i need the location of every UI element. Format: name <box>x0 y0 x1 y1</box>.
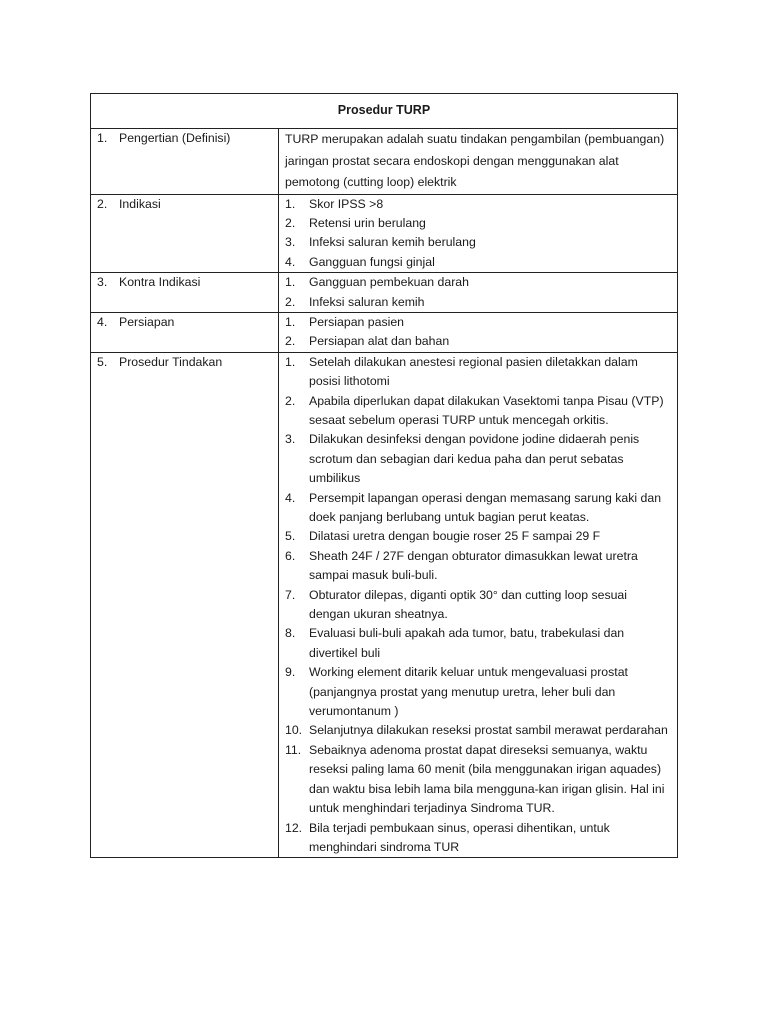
list-item <box>285 195 671 214</box>
list-item-text: Gangguan pembekuan darah <box>309 275 469 290</box>
list-item-number: 2. <box>285 334 296 349</box>
list-item-text: Sebaiknya adenoma prostat dapat direseksi semuanya, waktu reseksi paling lama 60 menit (bila menggunakan irigan aquades) dan waktu bisa lebih lama bila mengguna-kan irigan glisin. Hal ini untuk menghindari terjadinya Sindroma TUR. <box>309 742 665 816</box>
list-item-text: Obturator dilepas, diganti optik 30° dan cutting loop sesuai dengan ukuran sheatnya. <box>309 587 628 622</box>
list-item <box>285 430 671 488</box>
numbered-list <box>285 313 671 352</box>
list-item <box>285 527 671 546</box>
row-label-cell <box>91 312 279 352</box>
list-item-text: Selanjutnya dilakukan reseksi prostat sambil merawat perdarahan <box>309 723 668 738</box>
list-item <box>285 273 671 292</box>
list-item <box>285 624 671 663</box>
document-title: Prosedur TURP <box>91 94 678 129</box>
list-item <box>285 663 671 721</box>
list-item-number: 2. <box>285 215 296 230</box>
numbered-list <box>285 353 671 858</box>
list-item-text: Dilakukan desinfeksi dengan povidone jodine didaerah penis scrotum dan sebagian dari kedua paha dan perut sebatas umbilikus <box>309 432 640 486</box>
list-item <box>285 332 671 351</box>
list-item-number: 5. <box>285 529 296 544</box>
table-row <box>91 273 678 313</box>
list-item-text: Apabila diperlukan dapat dilakukan Vasektomi tanpa Pisau (VTP) sesaat sebelum operasi TURP untuk mencegah orkitis. <box>309 393 664 427</box>
row-label: Pengertian (Definisi) <box>119 131 231 145</box>
list-item-number: 11. <box>285 742 302 757</box>
numbered-list <box>285 195 671 273</box>
row-content-cell <box>279 129 678 195</box>
list-item <box>285 293 671 312</box>
title-row <box>91 94 678 129</box>
list-item-text: Persiapan alat dan bahan <box>309 334 450 349</box>
row-label: Prosedur Tindakan <box>119 354 223 369</box>
row-label: Kontra Indikasi <box>119 275 201 290</box>
list-item-text: Setelah dilakukan anestesi regional pasien diletakkan dalam posisi lithotomi <box>309 354 638 389</box>
list-item-number: 3. <box>285 432 296 447</box>
list-item-text: Sheath 24F / 27F dengan obturator dimasukkan lewat uretra sampai masuk buli-buli. <box>309 548 638 583</box>
list-item-text: Infeksi saluran kemih <box>309 294 425 309</box>
list-item <box>285 489 671 528</box>
list-item <box>285 547 671 586</box>
numbered-list <box>285 273 671 312</box>
list-item <box>285 392 671 431</box>
list-item-text: Persiapan pasien <box>309 314 405 329</box>
row-label-cell <box>91 129 279 195</box>
list-item <box>285 819 671 858</box>
list-item <box>285 741 671 819</box>
table-row <box>91 312 678 352</box>
list-item-number: 4. <box>285 490 296 505</box>
row-label: Persiapan <box>119 314 175 329</box>
list-item-number: 1. <box>285 275 296 290</box>
procedure-table-body <box>91 94 678 858</box>
list-item <box>285 353 671 392</box>
list-item-number: 8. <box>285 626 296 641</box>
list-item-number: 1. <box>285 314 296 329</box>
list-item-number: 10. <box>285 723 303 738</box>
list-item-number: 9. <box>285 665 296 680</box>
row-label: Indikasi <box>119 196 161 211</box>
list-item <box>285 721 671 740</box>
list-item-text: Working element ditarik keluar untuk mengevaluasi prostat (panjangnya prostat yang menutup uretra, leher buli dan verumontanum ) <box>309 665 628 719</box>
list-item-number: 2. <box>285 294 296 309</box>
table-row <box>91 194 678 273</box>
list-item <box>285 214 671 233</box>
list-item-text: Evaluasi buli-buli apakah ada tumor, batu, trabekulasi dan divertikel buli <box>309 626 625 660</box>
row-label-cell <box>91 273 279 313</box>
list-item-text: Infeksi saluran kemih berulang <box>309 235 476 250</box>
list-item-text: Gangguan fungsi ginjal <box>309 254 435 269</box>
list-item-number: 4. <box>285 254 296 269</box>
row-number: 2. <box>97 196 108 211</box>
row-number: 5. <box>97 354 108 369</box>
list-item-number: 6. <box>285 548 296 563</box>
table-row <box>91 352 678 858</box>
list-item-number: 2. <box>285 393 296 408</box>
list-item-number: 3. <box>285 235 296 250</box>
list-item <box>285 313 671 332</box>
row-label-cell <box>91 194 279 273</box>
row-label-cell <box>91 352 279 858</box>
list-item-text: Persempit lapangan operasi dengan memasang sarung kaki dan doek panjang berlubang untuk bagian perut keatas. <box>309 490 662 524</box>
list-item-text: Retensi urin berulang <box>309 215 426 230</box>
row-number: 4. <box>97 314 108 329</box>
list-item <box>285 233 671 252</box>
row-content-cell <box>279 312 678 352</box>
list-item-text: Dilatasi uretra dengan bougie roser 25 F sampai 29 F <box>309 529 601 544</box>
list-item-text: Bila terjadi pembukaan sinus, operasi dihentikan, untuk menghindari sindroma TUR <box>309 820 610 854</box>
row-number: 1. <box>97 131 108 145</box>
table-row <box>91 129 678 195</box>
row-content-cell <box>279 194 678 273</box>
row-number: 3. <box>97 275 108 290</box>
list-item-number: 7. <box>285 587 296 602</box>
list-item-text: Skor IPSS >8 <box>309 196 384 211</box>
procedure-table <box>90 93 678 858</box>
list-item-number: 1. <box>285 354 296 369</box>
list-item <box>285 586 671 625</box>
row-content-cell <box>279 352 678 858</box>
list-item-number: 1. <box>285 196 296 211</box>
list-item <box>285 253 671 272</box>
list-item-number: 12. <box>285 820 303 835</box>
definition-text: TURP merupakan adalah suatu tindakan pengambilan (pembuangan) jaringan prostat secara endoskopi dengan menggunakan alat pemotong (cutting loop) elektrik <box>285 132 665 189</box>
row-content-cell <box>279 273 678 313</box>
